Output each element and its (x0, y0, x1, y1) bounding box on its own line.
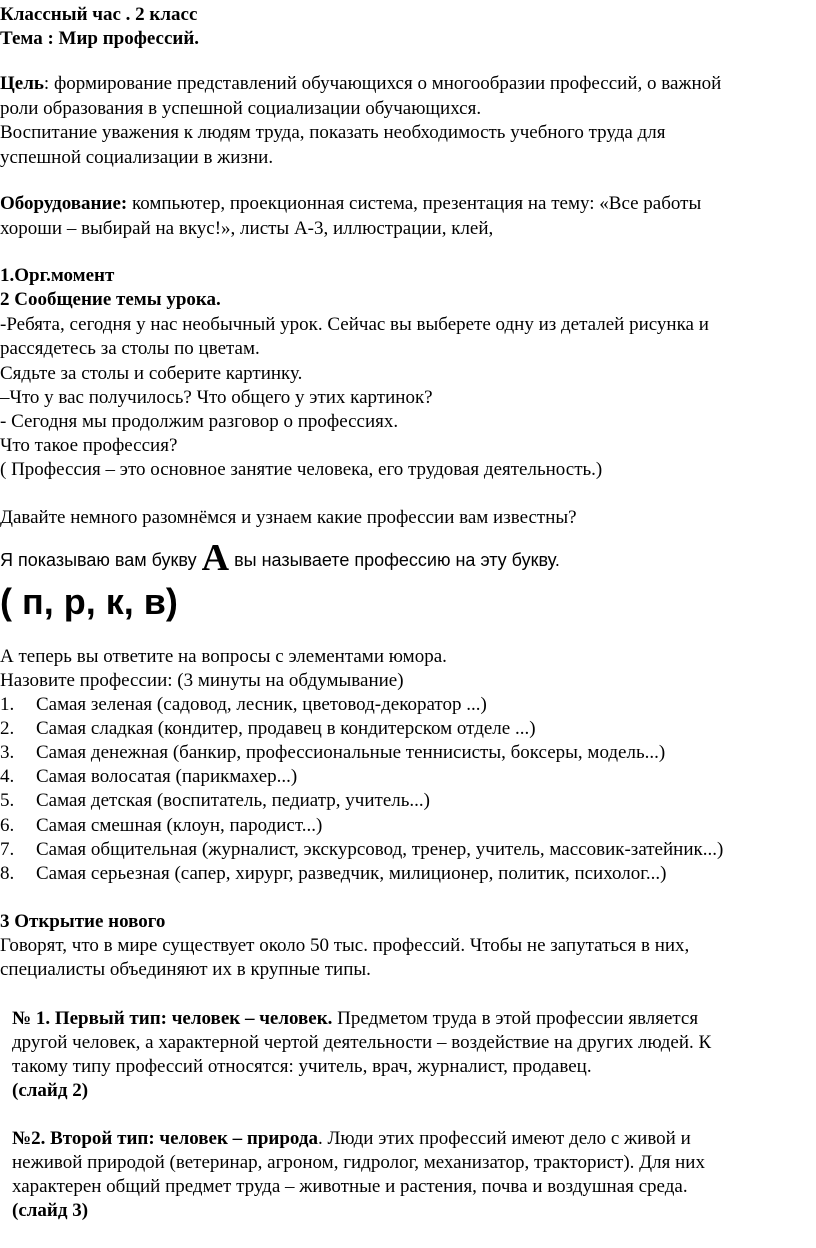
section-1-title: 1.Орг.момент (0, 265, 115, 286)
equipment-line-2: хороши – выбирай на вкус!», листы А-3, иллюстрации, клей, (0, 218, 494, 239)
section-3-intro-2: специалисты объединяют их в крупные типы. (0, 959, 371, 980)
type-1-line-2: другой человек, а характерной чертой деятельности – воздействие на других людей. К (12, 1032, 712, 1053)
section-2-line: - Сегодня мы продолжим разговор о профессиях. (0, 411, 399, 432)
list-text: Самая волосатая (парикмахер...) (36, 766, 298, 787)
section-2-line: Сядьте за столы и соберите картинку. (0, 363, 303, 384)
list-number: 1. (0, 694, 15, 715)
type-1-line-3: такому типу профессий относятся: учитель, врач, журналист, продавец. (12, 1056, 592, 1077)
letter-game-post: вы называете профессию на эту букву. (229, 550, 560, 570)
type-2-line-1 (12, 1127, 691, 1151)
list-number: 6. (0, 815, 15, 836)
list-number: 5. (0, 790, 15, 811)
letter-game-line (0, 537, 560, 579)
type-2-text-1: . Люди этих профессий имеют дело с живой и (318, 1128, 691, 1149)
list-number: 3. (0, 742, 15, 763)
type-2-line-3: характерен общий предмет труда – животные и растения, почва и воздушная среда. (12, 1176, 688, 1197)
goal-line-4: успешной социализации в жизни. (0, 147, 274, 168)
type-1-label: № 1. Первый тип: человек – человек. (12, 1008, 333, 1029)
equipment-line-1 (0, 192, 701, 216)
goal-label: Цель (0, 73, 44, 94)
section-2-line: рассядетесь за столы по цветам. (0, 338, 260, 359)
letter-game-pre: Я показываю вам букву (0, 550, 202, 570)
list-text: Самая общительная (журналист, экскурсовод, тренер, учитель, массовик-затейник...) (36, 839, 724, 860)
list-number: 2. (0, 718, 15, 739)
section-2-line: –Что у вас получилось? Что общего у этих картинок? (0, 387, 433, 408)
humor-intro: А теперь вы ответите на вопросы с элементами юмора. (0, 646, 447, 667)
list-text: Самая зеленая (садовод, лесник, цветовод-декоратор ...) (36, 694, 487, 715)
section-3-title: 3 Открытие нового (0, 911, 166, 932)
list-text: Самая детская (воспитатель, педиатр, учитель...) (36, 790, 430, 811)
topic-line: Тема : Мир профессий. (0, 28, 200, 49)
header-class-line: Классный час . 2 класс (0, 4, 198, 25)
type-1-text-1: Предметом труда в этой профессии является (332, 1008, 699, 1029)
warmup-question: Давайте немного разомнёмся и узнаем какие профессии вам известны? (0, 507, 577, 528)
goal-line-2: роли образования в успешной социализации обучающихся. (0, 98, 482, 119)
letters-list: ( п, р, к, в) (0, 581, 178, 622)
goal-line-1 (0, 72, 721, 96)
equipment-label: Оборудование: (0, 193, 128, 214)
goal-text-1: : формирование представлений обучающихся о многообразии профессий, о важной (43, 73, 722, 94)
goal-line-3: Воспитание уважения к людям труда, показать необходимость учебного труда для (0, 122, 666, 143)
list-number: 7. (0, 839, 15, 860)
list-text: Самая сладкая (кондитер, продавец в кондитерском отделе ...) (36, 718, 536, 739)
list-number: 4. (0, 766, 15, 787)
list-text: Самая денежная (банкир, профессиональные теннисисты, боксеры, модель...) (36, 742, 666, 763)
list-text: Самая смешная (клоун, пародист...) (36, 815, 323, 836)
type-2-label: №2. Второй тип: человек – природа (12, 1128, 318, 1149)
type-1-line-1 (12, 1007, 698, 1031)
humor-prompt: Назовите профессии: (3 минуты на обдумывание) (0, 670, 404, 691)
section-2-title: 2 Сообщение темы урока. (0, 289, 221, 310)
type-1-slide: (слайд 2) (12, 1080, 89, 1101)
type-2-slide: (слайд 3) (12, 1200, 89, 1221)
type-2-line-2: неживой природой (ветеринар, агроном, гидролог, механизатор, тракторист). Для них (12, 1152, 705, 1173)
equipment-text-1: компьютер, проекционная система, презентация на тему: «Все работы (127, 193, 702, 214)
section-3-intro-1: Говорят, что в мире существует около 50 тыс. профессий. Чтобы не запутаться в них, (0, 935, 690, 956)
section-2-line: ( Профессия – это основное занятие человека, его трудовая деятельность.) (0, 459, 603, 480)
section-2-line: -Ребята, сегодня у нас необычный урок. Сейчас вы выберете одну из деталей рисунка и (0, 314, 709, 335)
letter-big: А (201, 537, 230, 579)
list-number: 8. (0, 863, 15, 884)
section-2-line: Что такое профессия? (0, 435, 178, 456)
list-text: Самая серьезная (сапер, хирург, разведчик, милиционер, политик, психолог...) (36, 863, 667, 884)
